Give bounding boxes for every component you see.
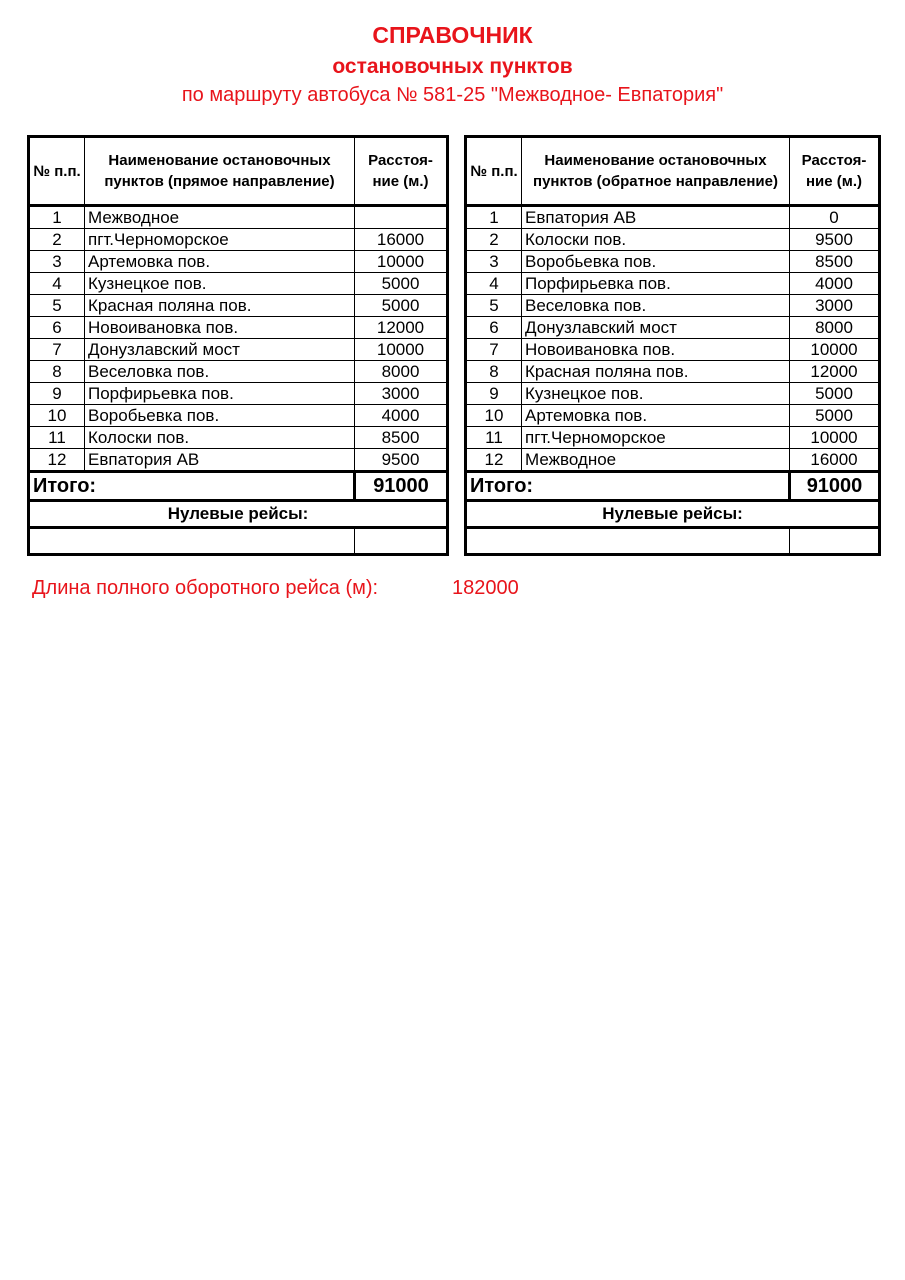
- table-row: [466, 405, 880, 427]
- table-row: [466, 273, 880, 295]
- stop-distance: 8500: [790, 251, 880, 273]
- stop-distance: 10000: [790, 427, 880, 449]
- col-header-number: № п.п.: [466, 137, 522, 206]
- table-row: [29, 251, 448, 273]
- zero-trips-row: [29, 501, 448, 528]
- stop-distance: 8500: [355, 427, 448, 449]
- stop-name: пгт.Черноморское: [522, 427, 790, 449]
- stop-number: 11: [29, 427, 85, 449]
- route-caption: по маршруту автобуса № 581-25 "Межводное- Евпатория": [181, 84, 724, 106]
- stop-distance: 5000: [790, 405, 880, 427]
- stop-number: 3: [29, 251, 85, 273]
- stop-number: 5: [29, 295, 85, 317]
- total-row: [29, 472, 448, 501]
- table-row: [29, 339, 448, 361]
- total-label: Итого:: [466, 472, 790, 501]
- stop-distance: 0: [790, 206, 880, 229]
- stop-distance: 4000: [790, 273, 880, 295]
- table-row: [466, 339, 880, 361]
- table-header-row: [466, 137, 880, 206]
- table-row: [466, 229, 880, 251]
- zero-trips-label: Нулевые рейсы:: [29, 501, 448, 528]
- stop-distance: 3000: [790, 295, 880, 317]
- stop-number: 9: [29, 383, 85, 405]
- stop-name: Веселовка пов.: [85, 361, 355, 383]
- table-row: [466, 383, 880, 405]
- stop-name: Кузнецкое пов.: [85, 273, 355, 295]
- stop-distance: 12000: [355, 317, 448, 339]
- stop-name: Веселовка пов.: [522, 295, 790, 317]
- table-row: [29, 449, 448, 472]
- stop-name: Порфирьевка пов.: [85, 383, 355, 405]
- stop-distance: 8000: [790, 317, 880, 339]
- stop-name: Красная поляна пов.: [522, 361, 790, 383]
- stop-name: Новоивановка пов.: [85, 317, 355, 339]
- stop-distance: 16000: [790, 449, 880, 472]
- table-row: [29, 361, 448, 383]
- table-header-row: [29, 137, 448, 206]
- table-row: [29, 427, 448, 449]
- stop-number: 10: [466, 405, 522, 427]
- table-row: [29, 383, 448, 405]
- col-header-stop-name: Наименование остановочных пунктов (прямое направление): [85, 137, 355, 206]
- table-row: [29, 295, 448, 317]
- stop-number: 12: [29, 449, 85, 472]
- empty-cell: [466, 528, 790, 555]
- stop-distance: 9500: [790, 229, 880, 251]
- stop-distance: 16000: [355, 229, 448, 251]
- forward-stops-table: [27, 135, 449, 556]
- stop-distance: 10000: [355, 339, 448, 361]
- zero-trips-row: [466, 501, 880, 528]
- stop-number: 6: [466, 317, 522, 339]
- stop-distance: 5000: [355, 273, 448, 295]
- stop-name: Красная поляна пов.: [85, 295, 355, 317]
- table-row: [29, 206, 448, 229]
- table-row: [466, 206, 880, 229]
- stop-distance: 9500: [355, 449, 448, 472]
- col-header-distance: Расстоя-ние (м.): [790, 137, 880, 206]
- empty-cell: [790, 528, 880, 555]
- stop-number: 9: [466, 383, 522, 405]
- stop-number: 6: [29, 317, 85, 339]
- total-row: [466, 472, 880, 501]
- table-row: [466, 251, 880, 273]
- document-subtitle: остановочных пунктов: [332, 55, 573, 78]
- empty-cell: [29, 528, 355, 555]
- stop-distance: 10000: [790, 339, 880, 361]
- round-trip-length: [32, 577, 519, 600]
- stop-number: 11: [466, 427, 522, 449]
- stop-name: Донузлавский мост: [522, 317, 790, 339]
- stop-number: 2: [29, 229, 85, 251]
- stop-distance: 12000: [790, 361, 880, 383]
- col-header-stop-name: Наименование остановочных пунктов (обратное направление): [522, 137, 790, 206]
- col-header-distance: Расстоя-ние (м.): [355, 137, 448, 206]
- stop-number: 8: [29, 361, 85, 383]
- col-header-number: № п.п.: [29, 137, 85, 206]
- stop-distance: 4000: [355, 405, 448, 427]
- stop-name: Колоски пов.: [85, 427, 355, 449]
- backward-stops-table: [464, 135, 881, 556]
- table-row: [466, 295, 880, 317]
- zero-trips-label: Нулевые рейсы:: [466, 501, 880, 528]
- stop-distance: 8000: [355, 361, 448, 383]
- stop-distance: 10000: [355, 251, 448, 273]
- table-row: [466, 427, 880, 449]
- stop-number: 8: [466, 361, 522, 383]
- round-trip-value: 182000: [452, 577, 519, 599]
- stop-distance: [355, 206, 448, 229]
- stop-number: 10: [29, 405, 85, 427]
- stop-name: Межводное: [522, 449, 790, 472]
- stop-number: 2: [466, 229, 522, 251]
- document-title: СПРАВОЧНИК: [372, 22, 533, 48]
- stop-name: Кузнецкое пов.: [522, 383, 790, 405]
- stop-distance: 5000: [355, 295, 448, 317]
- zero-trips-empty-row: [29, 528, 448, 555]
- stop-number: 3: [466, 251, 522, 273]
- stop-name: Порфирьевка пов.: [522, 273, 790, 295]
- stop-name: Артемовка пов.: [522, 405, 790, 427]
- stop-name: Межводное: [85, 206, 355, 229]
- table-row: [29, 229, 448, 251]
- stop-name: Донузлавский мост: [85, 339, 355, 361]
- stop-name: Артемовка пов.: [85, 251, 355, 273]
- stop-number: 12: [466, 449, 522, 472]
- table-row: [29, 317, 448, 339]
- round-trip-label: Длина полного оборотного рейса (м):: [32, 577, 379, 599]
- table-row: [466, 449, 880, 472]
- stop-number: 7: [466, 339, 522, 361]
- total-label: Итого:: [29, 472, 355, 501]
- stop-number: 4: [466, 273, 522, 295]
- stop-name: Новоивановка пов.: [522, 339, 790, 361]
- stop-number: 5: [466, 295, 522, 317]
- stop-number: 7: [29, 339, 85, 361]
- zero-trips-empty-row: [466, 528, 880, 555]
- total-value: 91000: [790, 472, 880, 501]
- stop-name: Евпатория АВ: [85, 449, 355, 472]
- stop-distance: 5000: [790, 383, 880, 405]
- stop-number: 1: [466, 206, 522, 229]
- stop-number: 1: [29, 206, 85, 229]
- stop-name: Евпатория АВ: [522, 206, 790, 229]
- table-row: [466, 317, 880, 339]
- stop-name: Воробьевка пов.: [85, 405, 355, 427]
- table-row: [466, 361, 880, 383]
- empty-cell: [355, 528, 448, 555]
- total-value: 91000: [355, 472, 448, 501]
- stop-name: Колоски пов.: [522, 229, 790, 251]
- stop-name: пгт.Черноморское: [85, 229, 355, 251]
- stop-distance: 3000: [355, 383, 448, 405]
- table-row: [29, 273, 448, 295]
- stop-number: 4: [29, 273, 85, 295]
- stop-name: Воробьевка пов.: [522, 251, 790, 273]
- table-row: [29, 405, 448, 427]
